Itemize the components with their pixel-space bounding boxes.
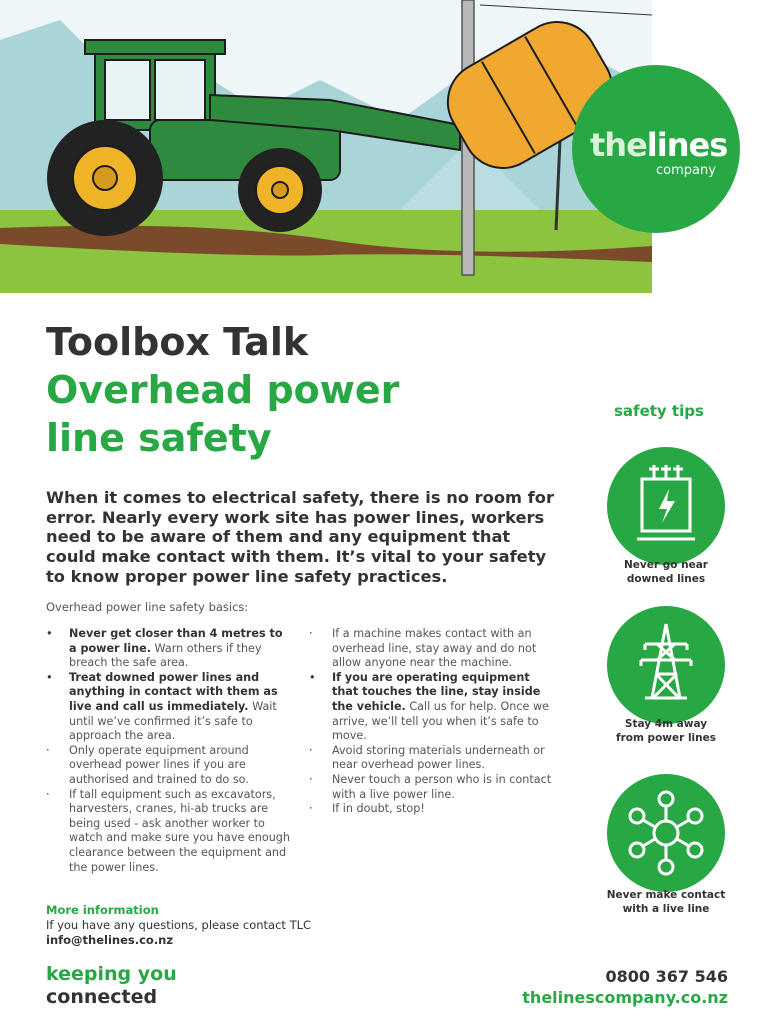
tip-caption-line: downed lines [626,572,706,585]
bullet-marker: • [46,627,53,640]
document-title: Overhead power line safety [46,368,400,460]
tagline-line2: connected [46,986,158,1008]
logo-wordmark [590,126,728,164]
tip-caption-line: Never go near [624,559,708,571]
document-kicker: Toolbox Talk [46,320,309,364]
list-item-text: Only operate equipment around overhead power lines if you are authorised and trained to do so. [69,743,249,786]
bullet-marker: • [46,670,53,684]
bullet-marker: · [46,743,50,757]
tagline-line1: keeping you [46,963,177,985]
list-item-text: Avoid storing materials underneath or near overhead power lines. [332,743,545,772]
more-info-heading: More information [46,903,159,917]
company-logo [572,65,740,233]
tip-circle-no-contact [607,774,725,892]
tip-circle-stay-away [607,606,725,724]
intro-paragraph: When it comes to electrical safety, there is no room for error. Nearly every work site has power lines, workers need to be aware of them and any equipment that could make contact with them. It’s vital to your safety to know proper power line safety practices. [46,488,554,586]
list-item [46,671,291,744]
list-item-text: Never touch a person who is in contact with a live power line. [332,772,552,801]
tip-caption-downed-lines [586,559,746,586]
list-item [309,744,557,773]
list-item-text: Wait until we’ve confirmed it’s safe to approach the area. [69,699,277,743]
tip-caption-line: from power lines [616,731,716,744]
list-item-text: If a machine makes contact with an overhead line, stay away and do not allow anyone near the machine. [332,627,537,670]
hero-illustration [0,0,652,293]
list-item [309,627,557,671]
network-icon [607,774,725,892]
tractor-illustration [0,0,652,293]
tip-caption-no-contact [586,889,746,916]
list-item-bold: Treat downed power lines and anything in contact with them as live and call us immediately. [69,670,278,713]
list-item [46,627,291,671]
tip-caption-stay-away [586,718,746,745]
bullet-marker: · [309,743,313,757]
logo-company: company [656,163,716,178]
list-item-text: If tall equipment such as excavators, harvesters, cranes, hi-ab trucks are being used - ask another worker to watch and make sure you have enough clearance between the equipment and the power lines. [69,787,290,874]
safety-tips-heading: safety tips [614,402,704,420]
phone-number[interactable]: 0800 367 546 [605,967,728,986]
bullet-marker: · [309,772,313,786]
transformer-icon [607,447,725,565]
list-item [309,802,557,817]
list-item-bold: If you are operating equipment that touches the line, stay inside the vehicle. [332,670,541,713]
bullet-marker: · [46,787,50,801]
contact-email-link[interactable]: info@thelines.co.nz [46,933,174,947]
bullet-marker: · [309,802,313,816]
website-link[interactable]: thelinescompany.co.nz [522,988,728,1007]
bullet-marker: • [309,670,316,684]
bullet-marker: · [309,627,313,640]
safety-list-col1 [46,627,291,875]
tip-circle-downed-lines [607,447,725,565]
tip-caption-line: Never make contact [606,889,726,901]
tip-caption-line: Stay 4m away [624,718,708,730]
list-item-bold: Never get closer than 4 metres to a power line. [69,627,283,655]
list-item [46,744,291,788]
logo-lines: lines [646,126,728,164]
basics-heading: Overhead power line safety basics: [46,600,249,614]
list-item-text: If in doubt, stop! [332,802,425,816]
safety-list-col2 [309,627,557,817]
tip-caption-line: with a live line [622,902,710,915]
list-item-text: Call us for help. Once we arrive, we’ll tell you when it’s safe to move. [332,699,550,743]
logo-the: the [590,126,647,164]
pylon-icon [607,606,725,724]
list-item [309,773,557,802]
list-item [46,788,291,876]
list-item [309,671,557,744]
more-info-text: If you have any questions, please contact TLC [46,918,312,932]
list-item-text: Warn others if they breach the safe area. [69,641,262,670]
